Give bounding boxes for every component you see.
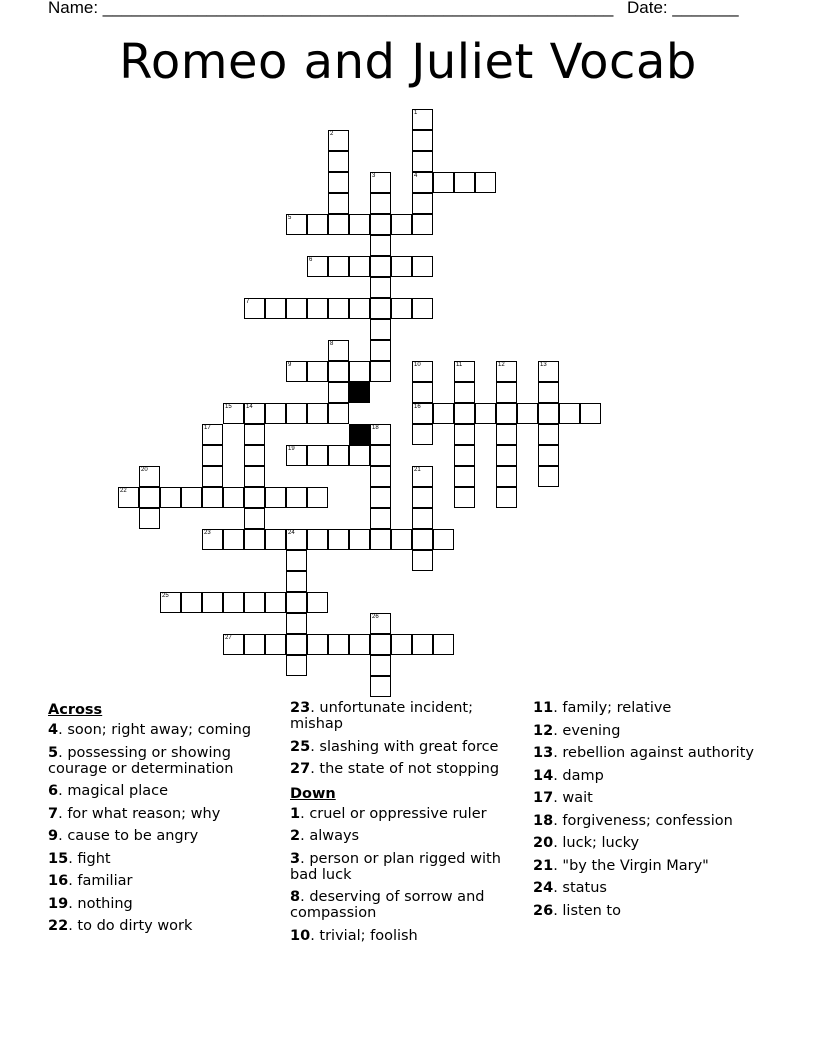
grid-cell[interactable] <box>580 403 601 424</box>
grid-cell[interactable] <box>349 214 370 235</box>
grid-cell[interactable] <box>307 361 328 382</box>
cell-number: 4 <box>414 173 418 179</box>
grid-cell[interactable] <box>328 151 349 172</box>
grid-cell[interactable] <box>412 466 433 487</box>
grid-cell[interactable] <box>370 193 391 214</box>
grid-cell[interactable] <box>244 508 265 529</box>
grid-cell[interactable] <box>370 319 391 340</box>
grid-cell[interactable] <box>265 403 286 424</box>
cell-number: 9 <box>288 362 292 368</box>
grid-cell[interactable] <box>370 445 391 466</box>
grid-cell[interactable] <box>412 256 433 277</box>
clue-text: always <box>309 828 360 844</box>
clue-number: 8 <box>290 889 301 905</box>
grid-cell[interactable] <box>244 466 265 487</box>
cell-number: 27 <box>225 635 232 641</box>
grid-block <box>349 424 370 445</box>
grid-cell[interactable] <box>454 466 475 487</box>
grid-cell[interactable] <box>370 529 391 550</box>
clue-text: evening <box>562 722 621 739</box>
clue-number: 13 <box>533 745 554 761</box>
cell-number: 11 <box>456 362 463 368</box>
down-clue-13: 13. rebellion against authority <box>533 745 754 761</box>
down-heading: Down <box>290 785 336 802</box>
grid-cell[interactable] <box>370 466 391 487</box>
grid-cell[interactable] <box>349 256 370 277</box>
clue-number: 19 <box>48 895 69 912</box>
down-clue-8: 8. deserving of sorrow and compassion <box>290 889 485 921</box>
across-clue-6: 6. magical place <box>48 783 169 799</box>
clue-number: 3 <box>290 850 301 867</box>
cell-number: 26 <box>372 614 379 620</box>
grid-cell[interactable] <box>370 676 391 697</box>
across-clue-19: 19. nothing <box>48 895 133 912</box>
clue-text: to do dirty work <box>77 918 193 934</box>
grid-cell[interactable] <box>349 445 370 466</box>
grid-cell[interactable] <box>496 382 517 403</box>
grid-cell[interactable] <box>370 256 391 277</box>
clue-text: magical place <box>67 783 169 799</box>
clue-text: nothing <box>77 895 133 912</box>
grid-cell[interactable] <box>349 361 370 382</box>
down-clue-14: 14. damp <box>533 767 604 784</box>
grid-cell[interactable] <box>307 592 328 613</box>
grid-cell[interactable] <box>181 592 202 613</box>
cell-number: 2 <box>330 131 334 137</box>
clue-text: slashing with great force <box>319 738 499 755</box>
across-clue-25: 25. slashing with great force <box>290 738 499 755</box>
grid-cell[interactable] <box>370 277 391 298</box>
down-clue-24: 24. status <box>533 880 607 896</box>
grid-cell[interactable] <box>307 529 328 550</box>
grid-cell[interactable] <box>370 340 391 361</box>
clue-text: cruel or oppressive ruler <box>309 805 487 822</box>
clue-number: 11 <box>533 700 554 716</box>
grid-cell[interactable] <box>286 445 307 466</box>
grid-cell[interactable] <box>223 634 244 655</box>
grid-cell[interactable] <box>433 172 454 193</box>
grid-cell[interactable] <box>286 298 307 319</box>
grid-cell[interactable] <box>328 340 349 361</box>
cell-number: 21 <box>414 467 421 473</box>
grid-cell[interactable] <box>286 361 307 382</box>
grid-cell[interactable] <box>496 487 517 508</box>
grid-cell[interactable] <box>265 298 286 319</box>
clue-text: unfortunate incident; mishap <box>290 700 473 732</box>
clue-number: 17 <box>533 790 554 806</box>
grid-cell[interactable] <box>244 529 265 550</box>
cell-number: 6 <box>309 257 313 263</box>
down-clue-2: 2. always <box>290 828 360 844</box>
cell-number: 18 <box>372 425 379 431</box>
grid-cell[interactable] <box>265 487 286 508</box>
grid-cell[interactable] <box>412 151 433 172</box>
grid-cell[interactable] <box>370 235 391 256</box>
clue-number: 9 <box>48 828 59 844</box>
cell-number: 10 <box>414 362 421 368</box>
clues-column-2 <box>290 700 525 950</box>
grid-cell[interactable] <box>412 508 433 529</box>
grid-cell[interactable] <box>370 214 391 235</box>
clue-text: for what reason; why <box>67 805 221 822</box>
cell-number: 19 <box>288 446 295 452</box>
clue-text: status <box>562 880 607 896</box>
across-clue-23: 23. unfortunate incident; mishap <box>290 700 473 732</box>
grid-cell[interactable] <box>454 172 475 193</box>
grid-cell[interactable] <box>307 634 328 655</box>
grid-cell[interactable] <box>538 382 559 403</box>
down-clue-18: 18. forgiveness; confession <box>533 812 733 829</box>
grid-cell[interactable] <box>559 403 580 424</box>
grid-cell[interactable] <box>454 382 475 403</box>
clue-text: deserving of sorrow and compassion <box>290 889 485 921</box>
cell-number: 13 <box>540 362 547 368</box>
across-clue-7: 7. for what reason; why <box>48 805 221 822</box>
cell-number: 12 <box>498 362 505 368</box>
grid-cell[interactable] <box>307 256 328 277</box>
grid-cell[interactable] <box>265 592 286 613</box>
grid-cell[interactable] <box>202 466 223 487</box>
grid-cell[interactable] <box>265 634 286 655</box>
grid-cell[interactable] <box>349 529 370 550</box>
across-clue-27: 27. the state of not stopping <box>290 761 500 777</box>
grid-block <box>349 382 370 403</box>
grid-cell[interactable] <box>118 487 139 508</box>
grid-cell[interactable] <box>139 508 160 529</box>
grid-cell[interactable] <box>202 445 223 466</box>
grid-cell[interactable] <box>538 424 559 445</box>
grid-cell[interactable] <box>265 529 286 550</box>
down-clue-21: 21. "by the Virgin Mary" <box>533 857 709 874</box>
clue-number: 24 <box>533 880 554 896</box>
down-clue-26: 26. listen to <box>533 902 621 919</box>
clue-number: 2 <box>290 828 301 844</box>
grid-cell[interactable] <box>307 445 328 466</box>
grid-cell[interactable] <box>160 487 181 508</box>
grid-cell[interactable] <box>160 592 181 613</box>
down-clue-17: 17. wait <box>533 790 593 806</box>
cell-number: 22 <box>120 488 127 494</box>
grid-cell[interactable] <box>370 655 391 676</box>
grid-cell[interactable] <box>328 298 349 319</box>
grid-cell[interactable] <box>328 382 349 403</box>
clue-number: 1 <box>290 805 301 822</box>
clue-number: 22 <box>48 918 69 934</box>
grid-cell[interactable] <box>412 487 433 508</box>
clue-number: 5 <box>48 744 59 761</box>
clue-number: 23 <box>290 700 311 716</box>
across-clue-4: 4. soon; right away; coming <box>48 722 252 738</box>
grid-cell[interactable] <box>412 382 433 403</box>
clue-text: "by the Virgin Mary" <box>562 857 709 874</box>
name-field-label[interactable]: Name: ______________________________________________________ <box>48 0 614 17</box>
down-clue-3: 3. person or plan rigged with bad luck <box>290 850 501 883</box>
across-clue-16: 16. familiar <box>48 873 133 889</box>
grid-cell[interactable] <box>517 403 538 424</box>
clue-number: 20 <box>533 835 554 851</box>
across-clue-22: 22. to do dirty work <box>48 918 193 934</box>
grid-cell[interactable] <box>412 361 433 382</box>
clue-text: trivial; foolish <box>319 927 418 944</box>
clues-column-1 <box>48 700 283 941</box>
grid-cell[interactable] <box>202 529 223 550</box>
clue-number: 15 <box>48 850 69 867</box>
grid-cell[interactable] <box>370 634 391 655</box>
clue-number: 12 <box>533 722 554 739</box>
grid-cell[interactable] <box>454 403 475 424</box>
clue-text: listen to <box>562 902 621 919</box>
grid-cell[interactable] <box>307 214 328 235</box>
grid-cell[interactable] <box>370 613 391 634</box>
grid-cell[interactable] <box>244 445 265 466</box>
grid-cell[interactable] <box>391 634 412 655</box>
grid-cell[interactable] <box>412 403 433 424</box>
down-clue-11: 11. family; relative <box>533 700 672 716</box>
grid-cell[interactable] <box>286 634 307 655</box>
grid-cell[interactable] <box>328 214 349 235</box>
across-clue-5: 5. possessing or showing courage or determination <box>48 744 234 777</box>
grid-cell[interactable] <box>391 214 412 235</box>
cell-number: 14 <box>246 404 253 410</box>
grid-cell[interactable] <box>244 592 265 613</box>
grid-cell[interactable] <box>244 403 265 424</box>
cell-number: 1 <box>414 110 418 116</box>
cell-number: 25 <box>162 593 169 599</box>
clue-text: person or plan rigged with bad luck <box>290 850 501 883</box>
clue-text: luck; lucky <box>562 835 640 851</box>
grid-cell[interactable] <box>496 424 517 445</box>
grid-cell[interactable] <box>307 298 328 319</box>
grid-cell[interactable] <box>433 634 454 655</box>
grid-cell[interactable] <box>139 487 160 508</box>
grid-cell[interactable] <box>391 298 412 319</box>
grid-cell[interactable] <box>370 487 391 508</box>
clue-number: 18 <box>533 812 554 829</box>
grid-cell[interactable] <box>202 592 223 613</box>
grid-cell[interactable] <box>307 487 328 508</box>
grid-cell[interactable] <box>349 634 370 655</box>
grid-cell[interactable] <box>244 298 265 319</box>
grid-cell[interactable] <box>349 298 370 319</box>
grid-cell[interactable] <box>286 655 307 676</box>
grid-cell[interactable] <box>412 214 433 235</box>
grid-cell[interactable] <box>370 424 391 445</box>
grid-cell[interactable] <box>139 466 160 487</box>
grid-cell[interactable] <box>244 487 265 508</box>
grid-cell[interactable] <box>412 193 433 214</box>
clue-text: soon; right away; coming <box>67 722 252 738</box>
clue-text: possessing or showing courage or determination <box>48 744 234 777</box>
grid-cell[interactable] <box>328 130 349 151</box>
clue-number: 4 <box>48 722 59 738</box>
grid-cell[interactable] <box>538 403 559 424</box>
grid-cell[interactable] <box>433 529 454 550</box>
clue-text: forgiveness; confession <box>562 812 733 829</box>
across-clue-15: 15. fight <box>48 850 111 867</box>
grid-cell[interactable] <box>244 424 265 445</box>
grid-cell[interactable] <box>538 361 559 382</box>
grid-cell[interactable] <box>454 361 475 382</box>
clue-number: 6 <box>48 783 59 799</box>
grid-cell[interactable] <box>328 256 349 277</box>
grid-cell[interactable] <box>496 445 517 466</box>
grid-cell[interactable] <box>328 529 349 550</box>
grid-cell[interactable] <box>538 466 559 487</box>
cell-number: 20 <box>141 467 148 473</box>
cell-number: 24 <box>288 530 295 536</box>
across-heading: Across <box>48 702 103 718</box>
grid-cell[interactable] <box>412 109 433 130</box>
grid-cell[interactable] <box>328 403 349 424</box>
grid-cell[interactable] <box>223 487 244 508</box>
clue-text: fight <box>77 850 111 867</box>
grid-cell[interactable] <box>370 172 391 193</box>
down-clue-1: 1. cruel or oppressive ruler <box>290 805 487 822</box>
clues-column-3 <box>533 700 768 925</box>
clue-text: familiar <box>77 873 133 889</box>
cell-number: 7 <box>246 299 250 305</box>
cell-number: 15 <box>225 404 232 410</box>
grid-cell[interactable] <box>328 172 349 193</box>
grid-cell[interactable] <box>412 172 433 193</box>
grid-cell[interactable] <box>538 445 559 466</box>
grid-cell[interactable] <box>286 403 307 424</box>
grid-cell[interactable] <box>223 403 244 424</box>
grid-cell[interactable] <box>412 550 433 571</box>
clue-number: 25 <box>290 738 311 755</box>
clue-number: 16 <box>48 873 69 889</box>
grid-cell[interactable] <box>223 529 244 550</box>
down-clue-12: 12. evening <box>533 722 621 739</box>
grid-cell[interactable] <box>328 445 349 466</box>
cell-number: 3 <box>372 173 376 179</box>
down-clue-10: 10. trivial; foolish <box>290 927 418 944</box>
cell-number: 23 <box>204 530 211 536</box>
grid-cell[interactable] <box>496 361 517 382</box>
clue-text: damp <box>562 767 604 784</box>
clue-text: the state of not stopping <box>319 761 500 777</box>
grid-cell[interactable] <box>496 466 517 487</box>
grid-cell[interactable] <box>286 592 307 613</box>
grid-cell[interactable] <box>391 529 412 550</box>
grid-cell[interactable] <box>286 550 307 571</box>
grid-cell[interactable] <box>412 529 433 550</box>
clue-number: 26 <box>533 902 554 919</box>
grid-cell[interactable] <box>286 487 307 508</box>
grid-cell[interactable] <box>328 634 349 655</box>
grid-cell[interactable] <box>202 424 223 445</box>
cell-number: 16 <box>414 404 421 410</box>
grid-cell[interactable] <box>328 361 349 382</box>
grid-cell[interactable] <box>454 445 475 466</box>
grid-cell[interactable] <box>412 424 433 445</box>
grid-cell[interactable] <box>412 634 433 655</box>
clue-text: wait <box>562 790 593 806</box>
cell-number: 17 <box>204 425 211 431</box>
clue-number: 10 <box>290 927 311 944</box>
grid-cell[interactable] <box>454 487 475 508</box>
grid-cell[interactable] <box>433 403 454 424</box>
grid-cell[interactable] <box>412 130 433 151</box>
clue-number: 21 <box>533 857 554 874</box>
grid-cell[interactable] <box>370 298 391 319</box>
grid-cell[interactable] <box>181 487 202 508</box>
grid-cell[interactable] <box>391 256 412 277</box>
date-field-label[interactable]: Date: _______ <box>627 0 739 17</box>
clue-text: rebellion against authority <box>562 745 754 761</box>
clue-number: 14 <box>533 767 554 784</box>
down-clue-20: 20. luck; lucky <box>533 835 640 851</box>
grid-cell[interactable] <box>286 613 307 634</box>
clues-section <box>0 700 816 960</box>
grid-cell[interactable] <box>223 592 244 613</box>
grid-cell[interactable] <box>370 508 391 529</box>
grid-cell[interactable] <box>202 487 223 508</box>
grid-cell[interactable] <box>370 361 391 382</box>
grid-cell[interactable] <box>496 403 517 424</box>
grid-cell[interactable] <box>286 214 307 235</box>
clue-text: family; relative <box>562 700 672 716</box>
grid-cell[interactable] <box>307 403 328 424</box>
grid-cell[interactable] <box>286 529 307 550</box>
clue-number: 7 <box>48 805 59 822</box>
clue-number: 27 <box>290 761 311 777</box>
clue-text: cause to be angry <box>67 828 199 844</box>
grid-cell[interactable] <box>454 424 475 445</box>
page-title: Romeo and Juliet Vocab <box>119 34 697 90</box>
grid-cell[interactable] <box>286 571 307 592</box>
cell-number: 5 <box>288 215 292 221</box>
grid-cell[interactable] <box>475 403 496 424</box>
grid-cell[interactable] <box>475 172 496 193</box>
cell-number: 8 <box>330 341 334 347</box>
across-clue-9: 9. cause to be angry <box>48 828 199 844</box>
grid-cell[interactable] <box>244 634 265 655</box>
grid-cell[interactable] <box>412 298 433 319</box>
grid-cell[interactable] <box>328 193 349 214</box>
